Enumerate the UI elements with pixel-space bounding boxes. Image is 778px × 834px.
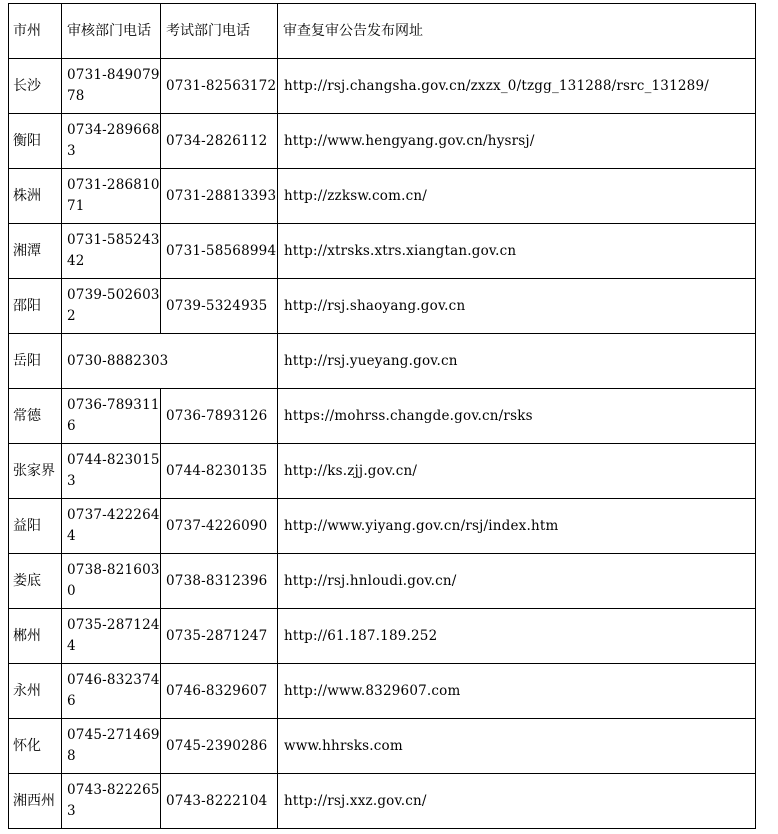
exam-phone-cell: 0738-8312396 — [161, 554, 278, 609]
city-cell: 永州 — [9, 664, 62, 719]
exam-phone-cell: 0735-2871247 — [161, 609, 278, 664]
review-phone-cell: 0739-5026032 — [62, 279, 161, 334]
url-cell: http://61.187.189.252 — [278, 609, 756, 664]
merged-phone-cell: 0730-8882303 — [62, 334, 278, 389]
url-cell: http://rsj.hnloudi.gov.cn/ — [278, 554, 756, 609]
url-cell: http://xtrsks.xtrs.xiangtan.gov.cn — [278, 224, 756, 279]
url-cell: https://mohrss.changde.gov.cn/rsks — [278, 389, 756, 444]
city-cell: 张家界 — [9, 444, 62, 499]
header-url: 审查复审公告发布网址 — [278, 4, 756, 59]
exam-phone-cell: 0739-5324935 — [161, 279, 278, 334]
url-cell: http://rsj.shaoyang.gov.cn — [278, 279, 756, 334]
review-phone-cell: 0734-2896683 — [62, 114, 161, 169]
review-phone-cell: 0746-8323746 — [62, 664, 161, 719]
city-cell: 岳阳 — [9, 334, 62, 389]
city-cell: 益阳 — [9, 499, 62, 554]
table-row — [9, 719, 756, 774]
review-phone-cell: 0731-84907978 — [62, 59, 161, 114]
url-cell: http://www.8329607.com — [278, 664, 756, 719]
exam-phone-cell: 0746-8329607 — [161, 664, 278, 719]
city-cell: 郴州 — [9, 609, 62, 664]
table-row — [9, 609, 756, 664]
city-cell: 湘西州 — [9, 774, 62, 829]
url-cell: http://ks.zjj.gov.cn/ — [278, 444, 756, 499]
exam-phone-cell: 0745-2390286 — [161, 719, 278, 774]
table-row — [9, 554, 756, 609]
review-phone-cell: 0731-58524342 — [62, 224, 161, 279]
url-cell: http://rsj.xxz.gov.cn/ — [278, 774, 756, 829]
city-cell: 株洲 — [9, 169, 62, 224]
review-phone-cell: 0745-2714698 — [62, 719, 161, 774]
header-exam-phone: 考试部门电话 — [161, 4, 278, 59]
table-row — [9, 279, 756, 334]
city-cell: 长沙 — [9, 59, 62, 114]
header-city: 市州 — [9, 4, 62, 59]
review-phone-cell: 0738-8216030 — [62, 554, 161, 609]
table-header-row — [9, 4, 756, 59]
url-cell: http://rsj.changsha.gov.cn/zxzx_0/tzgg_131288/rsrc_131289/ — [278, 59, 756, 114]
review-phone-cell: 0743-8222653 — [62, 774, 161, 829]
exam-phone-cell: 0731-82563172 — [161, 59, 278, 114]
table-row — [9, 664, 756, 719]
table-row — [9, 224, 756, 279]
city-cell: 邵阳 — [9, 279, 62, 334]
city-cell: 常德 — [9, 389, 62, 444]
review-phone-cell: 0731-28681071 — [62, 169, 161, 224]
city-cell: 衡阳 — [9, 114, 62, 169]
exam-phone-cell: 0736-7893126 — [161, 389, 278, 444]
exam-phone-cell: 0731-28813393 — [161, 169, 278, 224]
table-row — [9, 114, 756, 169]
table-row — [9, 774, 756, 829]
table-row — [9, 444, 756, 499]
city-cell: 怀化 — [9, 719, 62, 774]
exam-phone-cell: 0743-8222104 — [161, 774, 278, 829]
exam-phone-cell: 0731-58568994 — [161, 224, 278, 279]
table-row — [9, 59, 756, 114]
url-cell: http://zzksw.com.cn/ — [278, 169, 756, 224]
url-cell: www.hhrsks.com — [278, 719, 756, 774]
review-phone-cell: 0736-7893116 — [62, 389, 161, 444]
url-cell: http://rsj.yueyang.gov.cn — [278, 334, 756, 389]
table-row — [9, 169, 756, 224]
review-phone-cell: 0737-4222644 — [62, 499, 161, 554]
exam-phone-cell: 0737-4226090 — [161, 499, 278, 554]
url-cell: http://www.yiyang.gov.cn/rsj/index.htm — [278, 499, 756, 554]
table-row — [9, 499, 756, 554]
review-phone-cell: 0744-8230153 — [62, 444, 161, 499]
url-cell: http://www.hengyang.gov.cn/hysrsj/ — [278, 114, 756, 169]
exam-phone-cell: 0744-8230135 — [161, 444, 278, 499]
contact-table — [8, 3, 756, 829]
header-review-phone: 审核部门电话 — [62, 4, 161, 59]
review-phone-cell: 0735-2871244 — [62, 609, 161, 664]
city-cell: 娄底 — [9, 554, 62, 609]
table-row — [9, 389, 756, 444]
city-cell: 湘潭 — [9, 224, 62, 279]
exam-phone-cell: 0734-2826112 — [161, 114, 278, 169]
table-body — [9, 4, 756, 829]
table-row — [9, 334, 756, 389]
